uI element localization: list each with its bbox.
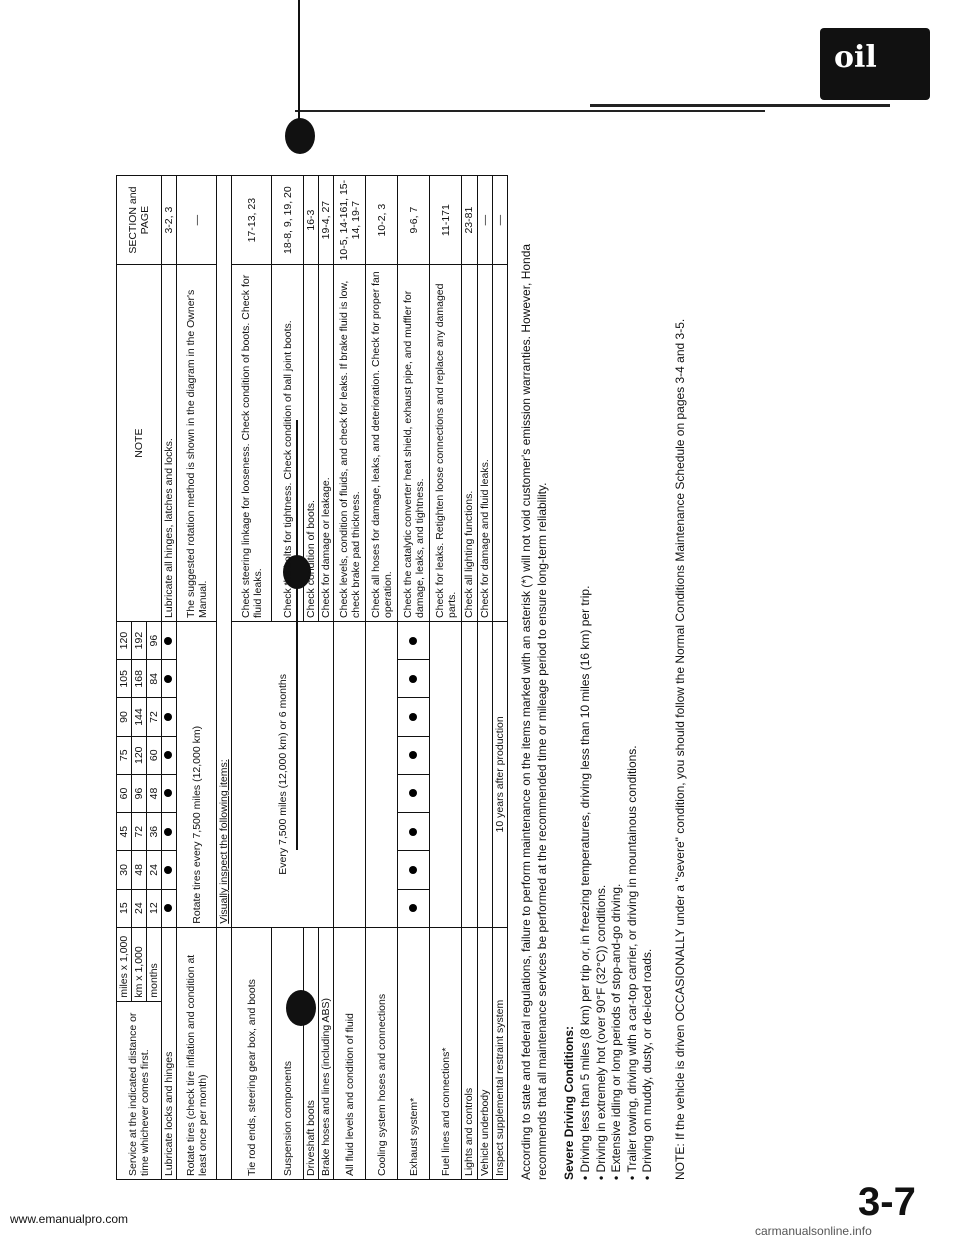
km-cell: 168 [132, 660, 147, 698]
header-rule-right [590, 104, 890, 107]
row-label: Brake hoses and lines (including ABS) [319, 927, 334, 1179]
row-label: Lubricate locks and hinges [162, 927, 177, 1179]
row-page: 10-5, 14-161, 15-14, 19-7 [334, 176, 366, 265]
row-page: 17-13, 23 [232, 176, 272, 265]
miles-cell: 30 [117, 851, 132, 889]
list-item: • Driving in extremely hot (over 90°F (32°C)) conditions. [594, 175, 610, 1180]
table-row [334, 176, 366, 1180]
row-lubricate [162, 176, 177, 1180]
row-label: Cooling system hoses and connections [366, 927, 398, 1179]
row-note: Check all lighting functions. [462, 265, 477, 622]
months-cell: 12 [147, 889, 162, 927]
severe-conditions-title: Severe Driving Conditions: [562, 1025, 576, 1180]
miles-cell: 90 [117, 698, 132, 736]
km-cell: 72 [132, 813, 147, 851]
service-dot [409, 675, 417, 683]
binding-hole-1 [285, 118, 315, 154]
list-item: • Trailer towing, driving with a car-top carrier, or driving in mountainous conditions. [625, 175, 641, 1180]
km-cell: 192 [132, 621, 147, 659]
severe-conditions-list [578, 175, 656, 1180]
row-label: Exhaust system* [398, 927, 430, 1179]
months-cell: 24 [147, 851, 162, 889]
regulation-paragraph: According to state and federal regulations, failure to perform maintenance on the items marked with an asterisk (*) will not void customer's emission warranties. However, Honda recommends that all maintenance services be performed at the recommended time or mileage period to ensure long-term reliability. [518, 243, 549, 1180]
row-interval: Rotate tires every 7,500 miles (12,000 km) [177, 621, 217, 927]
miles-cell: 60 [117, 774, 132, 812]
page-number: 3-7 [858, 1180, 916, 1224]
row-note: Lubricate all hinges, latches and locks. [162, 265, 177, 622]
list-item: • Driving less than 5 miles (8 km) per trip or, in freezing temperatures, driving less than 10 miles (16 km) per trip. [578, 175, 594, 1180]
row-note: Check condition of boots. [304, 265, 319, 622]
service-dot [164, 675, 172, 683]
note-header: NOTE [117, 265, 162, 622]
row-page: — [492, 176, 507, 265]
months-cell: 60 [147, 736, 162, 774]
row-srs [492, 176, 507, 1180]
months-cell: 96 [147, 621, 162, 659]
row-page: — [477, 176, 492, 265]
km-cell: 48 [132, 851, 147, 889]
row-label: Lights and controls [462, 927, 477, 1179]
row-page: 10-2, 3 [366, 176, 398, 265]
service-dot [164, 713, 172, 721]
row-interval: Every 7,500 miles (12,000 km) or 6 months [232, 621, 334, 927]
row-label: Fuel lines and connections* [430, 927, 462, 1179]
service-dot [409, 904, 417, 912]
row-note: Check levels, condition of fluids, and check for leaks. If brake fluid is low, check brake pad thickness. [334, 265, 366, 622]
row-note: Check for damage or leakage. [319, 265, 334, 622]
row-page: 3-2, 3 [162, 176, 177, 265]
service-dot [409, 828, 417, 836]
months-cell: 84 [147, 660, 162, 698]
service-dot [409, 751, 417, 759]
row-page: — [177, 176, 217, 265]
service-dot [164, 637, 172, 645]
table-row [232, 176, 272, 1180]
row-label: Driveshaft boots [304, 927, 319, 1179]
table-row [430, 176, 462, 1180]
service-dot [409, 713, 417, 721]
miles-cell: 45 [117, 813, 132, 851]
km-cell: 96 [132, 774, 147, 812]
logo-text: oil [834, 40, 877, 75]
row-page: 11-171 [430, 176, 462, 265]
row-note: Check for leaks. Retighten loose connections and replace any damaged parts. [430, 265, 462, 622]
row-visual-header [217, 176, 232, 1180]
section-header: SECTION and PAGE [117, 176, 162, 265]
km-cell: 120 [132, 736, 147, 774]
row-label: Inspect supplemental restraint system [492, 927, 507, 1179]
rotated-content [116, 175, 960, 1180]
km-cell: 24 [132, 889, 147, 927]
table-row [477, 176, 492, 1180]
service-dot [164, 828, 172, 836]
row-label: Vehicle underbody [477, 927, 492, 1179]
service-header: Service at the indicated distance or time whichever comes first. [117, 1001, 162, 1179]
header-row-miles [117, 176, 132, 1180]
row-page: 16-3 [304, 176, 319, 265]
row-interval: 10 years after production [492, 621, 507, 927]
source-url-right[interactable]: carmanualsonline.info [755, 1224, 872, 1238]
row-note: The suggested rotation method is shown in the diagram in the Owner's Manual. [177, 265, 217, 622]
row-page: 19-4, 27 [319, 176, 334, 265]
row-page: 9-6, 7 [398, 176, 430, 265]
row-label: Rotate tires (check tire inflation and condition at least once per month) [177, 927, 217, 1179]
row-page: 18-8, 9, 19, 20 [272, 176, 304, 265]
row-note: Check steering linkage for looseness. Check condition of boots. Check for fluid leaks. [232, 265, 272, 622]
occasional-note: NOTE: If the vehicle is driven OCCASIONALLY under a "severe" condition, you should follow the Normal Conditions Maintenance Schedule on pages 3-4 and 3-5. [672, 318, 687, 1180]
table-row [366, 176, 398, 1180]
service-dot [409, 789, 417, 797]
miles-label: miles x 1,000 [117, 927, 132, 1001]
row-rotate [177, 176, 217, 1180]
row-note: Check the catalytic converter heat shield, exhaust pipe, and muffler for damage, leaks, and tightness. [398, 265, 430, 622]
table-row [462, 176, 477, 1180]
service-dot [164, 904, 172, 912]
km-label: km x 1,000 [132, 927, 147, 1001]
source-url-left[interactable]: www.emanualpro.com [10, 1212, 129, 1226]
service-dot [409, 637, 417, 645]
miles-cell: 105 [117, 660, 132, 698]
table-row [398, 176, 430, 1180]
row-note: Check all hoses for damage, leaks, and deterioration. Check for proper fan operation. [366, 265, 398, 622]
miles-cell: 120 [117, 621, 132, 659]
miles-cell: 15 [117, 889, 132, 927]
visual-inspect-heading: Visually inspect the following items: [217, 176, 232, 928]
miles-cell: 75 [117, 736, 132, 774]
row-note: Check the bolts for tightness. Check condition of ball joint boots. [272, 265, 304, 622]
oil-service-logo [820, 28, 930, 100]
service-dot [164, 866, 172, 874]
months-cell: 72 [147, 698, 162, 736]
row-label: All fluid levels and condition of fluid [334, 927, 366, 1179]
months-cell: 48 [147, 774, 162, 812]
service-dot [164, 789, 172, 797]
row-label: Suspension components [272, 927, 304, 1179]
list-item: • Extensive idling or long periods of stop-and-go driving. [609, 175, 625, 1180]
row-label: Tie rod ends, steering gear box, and boots [232, 927, 272, 1179]
list-item: • Driving on muddy, dusty, or de-iced roads. [640, 175, 656, 1180]
service-dot [409, 866, 417, 874]
maintenance-table [116, 175, 508, 1180]
header-rule [295, 110, 765, 112]
months-label: months [147, 927, 162, 1001]
row-note: Check for damage and fluid leaks. [477, 265, 492, 622]
months-cell: 36 [147, 813, 162, 851]
row-page: 23-81 [462, 176, 477, 265]
km-cell: 144 [132, 698, 147, 736]
service-dot [164, 751, 172, 759]
